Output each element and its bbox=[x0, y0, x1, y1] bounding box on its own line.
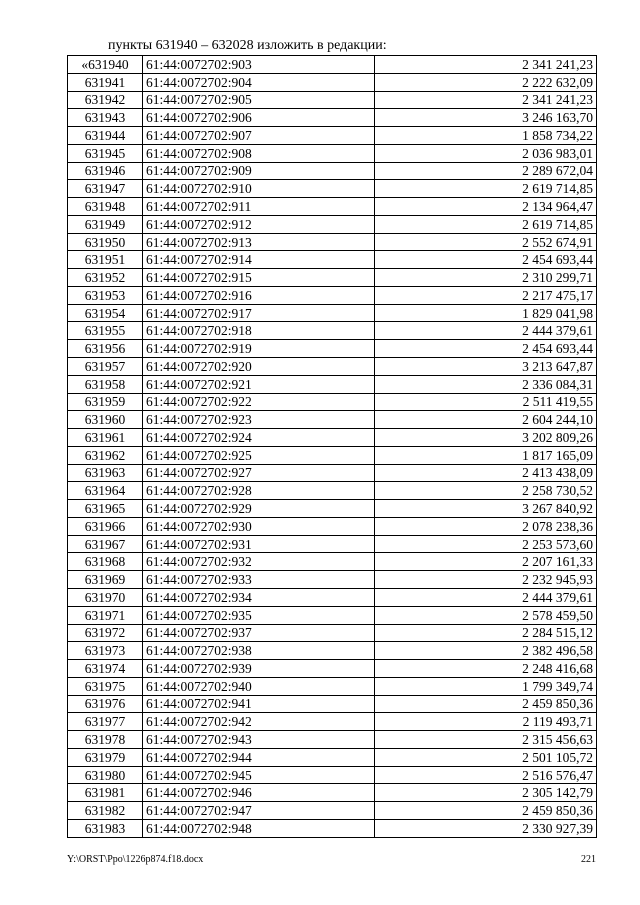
table-row bbox=[68, 375, 597, 393]
item-number-cell: 631964 bbox=[68, 482, 143, 500]
cadastral-value-cell: 2 341 241,23 bbox=[375, 91, 597, 109]
table-row bbox=[68, 411, 597, 429]
cadastral-value-cell: 2 289 672,04 bbox=[375, 162, 597, 180]
cadastral-value-cell: 2 253 573,60 bbox=[375, 535, 597, 553]
table-row bbox=[68, 127, 597, 145]
table-row bbox=[68, 198, 597, 216]
item-number-cell: «631940 bbox=[68, 56, 143, 74]
item-number-cell: 631954 bbox=[68, 304, 143, 322]
item-number-cell: 631948 bbox=[68, 198, 143, 216]
table-row bbox=[68, 393, 597, 411]
item-number-cell: 631944 bbox=[68, 127, 143, 145]
item-number-cell: 631983 bbox=[68, 819, 143, 837]
table-row bbox=[68, 429, 597, 447]
table-row bbox=[68, 535, 597, 553]
cadastral-table bbox=[67, 55, 597, 838]
item-number-cell: 631971 bbox=[68, 606, 143, 624]
item-number-cell: 631978 bbox=[68, 731, 143, 749]
cadastral-number-cell: 61:44:0072702:941 bbox=[143, 695, 375, 713]
table-row bbox=[68, 748, 597, 766]
item-number-cell: 631974 bbox=[68, 660, 143, 678]
table-row bbox=[68, 695, 597, 713]
item-number-cell: 631972 bbox=[68, 624, 143, 642]
item-number-cell: 631956 bbox=[68, 340, 143, 358]
cadastral-number-cell: 61:44:0072702:928 bbox=[143, 482, 375, 500]
cadastral-number-cell: 61:44:0072702:903 bbox=[143, 56, 375, 74]
cadastral-value-cell: 2 501 105,72 bbox=[375, 748, 597, 766]
table-row bbox=[68, 624, 597, 642]
item-number-cell: 631950 bbox=[68, 233, 143, 251]
table-row bbox=[68, 162, 597, 180]
cadastral-number-cell: 61:44:0072702:911 bbox=[143, 198, 375, 216]
cadastral-value-cell: 2 341 241,23 bbox=[375, 56, 597, 74]
cadastral-number-cell: 61:44:0072702:905 bbox=[143, 91, 375, 109]
cadastral-value-cell: 2 305 142,79 bbox=[375, 784, 597, 802]
item-number-cell: 631960 bbox=[68, 411, 143, 429]
item-number-cell: 631947 bbox=[68, 180, 143, 198]
cadastral-number-cell: 61:44:0072702:947 bbox=[143, 802, 375, 820]
item-number-cell: 631951 bbox=[68, 251, 143, 269]
cadastral-value-cell: 2 330 927,39 bbox=[375, 819, 597, 837]
item-number-cell: 631969 bbox=[68, 571, 143, 589]
cadastral-value-cell: 1 799 349,74 bbox=[375, 677, 597, 695]
cadastral-value-cell: 2 444 379,61 bbox=[375, 588, 597, 606]
page-number: 221 bbox=[581, 854, 596, 865]
cadastral-value-cell: 2 207 161,33 bbox=[375, 553, 597, 571]
table-row bbox=[68, 109, 597, 127]
table-row bbox=[68, 251, 597, 269]
cadastral-number-cell: 61:44:0072702:932 bbox=[143, 553, 375, 571]
item-number-cell: 631959 bbox=[68, 393, 143, 411]
table-row bbox=[68, 269, 597, 287]
cadastral-value-cell: 3 202 809,26 bbox=[375, 429, 597, 447]
table-row bbox=[68, 677, 597, 695]
item-number-cell: 631945 bbox=[68, 144, 143, 162]
cadastral-value-cell: 2 382 496,58 bbox=[375, 642, 597, 660]
table-row bbox=[68, 446, 597, 464]
table-row bbox=[68, 482, 597, 500]
cadastral-value-cell: 2 119 493,71 bbox=[375, 713, 597, 731]
table-row bbox=[68, 144, 597, 162]
table-row bbox=[68, 56, 597, 74]
cadastral-value-cell: 2 217 475,17 bbox=[375, 286, 597, 304]
footer-file-path: Y:\ORST\Ppo\1226p874.f18.docx bbox=[67, 854, 204, 865]
cadastral-number-cell: 61:44:0072702:929 bbox=[143, 500, 375, 518]
table-row bbox=[68, 553, 597, 571]
item-number-cell: 631981 bbox=[68, 784, 143, 802]
cadastral-number-cell: 61:44:0072702:924 bbox=[143, 429, 375, 447]
item-number-cell: 631980 bbox=[68, 766, 143, 784]
item-number-cell: 631982 bbox=[68, 802, 143, 820]
table-row bbox=[68, 340, 597, 358]
cadastral-value-cell: 2 459 850,36 bbox=[375, 695, 597, 713]
item-number-cell: 631943 bbox=[68, 109, 143, 127]
intro-text: пункты 631940 – 632028 изложить в редакции: bbox=[108, 38, 387, 53]
cadastral-number-cell: 61:44:0072702:908 bbox=[143, 144, 375, 162]
item-number-cell: 631962 bbox=[68, 446, 143, 464]
item-number-cell: 631961 bbox=[68, 429, 143, 447]
cadastral-number-cell: 61:44:0072702:915 bbox=[143, 269, 375, 287]
cadastral-number-cell: 61:44:0072702:916 bbox=[143, 286, 375, 304]
table-row bbox=[68, 642, 597, 660]
cadastral-number-cell: 61:44:0072702:948 bbox=[143, 819, 375, 837]
cadastral-number-cell: 61:44:0072702:912 bbox=[143, 215, 375, 233]
cadastral-number-cell: 61:44:0072702:930 bbox=[143, 517, 375, 535]
cadastral-value-cell: 2 454 693,44 bbox=[375, 251, 597, 269]
cadastral-value-cell: 2 336 084,31 bbox=[375, 375, 597, 393]
cadastral-number-cell: 61:44:0072702:944 bbox=[143, 748, 375, 766]
item-number-cell: 631949 bbox=[68, 215, 143, 233]
cadastral-value-cell: 2 315 456,63 bbox=[375, 731, 597, 749]
cadastral-number-cell: 61:44:0072702:945 bbox=[143, 766, 375, 784]
cadastral-number-cell: 61:44:0072702:940 bbox=[143, 677, 375, 695]
cadastral-number-cell: 61:44:0072702:920 bbox=[143, 358, 375, 376]
cadastral-value-cell: 2 511 419,55 bbox=[375, 393, 597, 411]
cadastral-value-cell: 2 552 674,91 bbox=[375, 233, 597, 251]
cadastral-number-cell: 61:44:0072702:909 bbox=[143, 162, 375, 180]
table-row bbox=[68, 180, 597, 198]
table-row bbox=[68, 358, 597, 376]
cadastral-number-cell: 61:44:0072702:942 bbox=[143, 713, 375, 731]
table-body bbox=[68, 56, 597, 838]
cadastral-number-cell: 61:44:0072702:922 bbox=[143, 393, 375, 411]
table-row bbox=[68, 571, 597, 589]
table-row bbox=[68, 464, 597, 482]
cadastral-value-cell: 3 213 647,87 bbox=[375, 358, 597, 376]
item-number-cell: 631976 bbox=[68, 695, 143, 713]
cadastral-value-cell: 2 222 632,09 bbox=[375, 73, 597, 91]
item-number-cell: 631966 bbox=[68, 517, 143, 535]
cadastral-value-cell: 2 516 576,47 bbox=[375, 766, 597, 784]
cadastral-value-cell: 2 284 515,12 bbox=[375, 624, 597, 642]
table-row bbox=[68, 660, 597, 678]
cadastral-number-cell: 61:44:0072702:913 bbox=[143, 233, 375, 251]
cadastral-number-cell: 61:44:0072702:907 bbox=[143, 127, 375, 145]
item-number-cell: 631977 bbox=[68, 713, 143, 731]
item-number-cell: 631963 bbox=[68, 464, 143, 482]
item-number-cell: 631965 bbox=[68, 500, 143, 518]
table-row bbox=[68, 588, 597, 606]
table-row bbox=[68, 802, 597, 820]
cadastral-value-cell: 2 078 238,36 bbox=[375, 517, 597, 535]
table-row bbox=[68, 500, 597, 518]
table-row bbox=[68, 215, 597, 233]
table-row bbox=[68, 731, 597, 749]
table-row bbox=[68, 286, 597, 304]
item-number-cell: 631967 bbox=[68, 535, 143, 553]
cadastral-number-cell: 61:44:0072702:933 bbox=[143, 571, 375, 589]
cadastral-value-cell: 2 619 714,85 bbox=[375, 215, 597, 233]
item-number-cell: 631958 bbox=[68, 375, 143, 393]
item-number-cell: 631979 bbox=[68, 748, 143, 766]
item-number-cell: 631955 bbox=[68, 322, 143, 340]
table-row bbox=[68, 766, 597, 784]
cadastral-value-cell: 1 858 734,22 bbox=[375, 127, 597, 145]
cadastral-number-cell: 61:44:0072702:904 bbox=[143, 73, 375, 91]
table-row bbox=[68, 73, 597, 91]
cadastral-value-cell: 2 459 850,36 bbox=[375, 802, 597, 820]
cadastral-value-cell: 2 578 459,50 bbox=[375, 606, 597, 624]
cadastral-number-cell: 61:44:0072702:938 bbox=[143, 642, 375, 660]
cadastral-value-cell: 2 134 964,47 bbox=[375, 198, 597, 216]
cadastral-number-cell: 61:44:0072702:927 bbox=[143, 464, 375, 482]
cadastral-value-cell: 2 232 945,93 bbox=[375, 571, 597, 589]
item-number-cell: 631941 bbox=[68, 73, 143, 91]
cadastral-value-cell: 2 036 983,01 bbox=[375, 144, 597, 162]
cadastral-value-cell: 2 604 244,10 bbox=[375, 411, 597, 429]
cadastral-value-cell: 2 413 438,09 bbox=[375, 464, 597, 482]
item-number-cell: 631952 bbox=[68, 269, 143, 287]
cadastral-number-cell: 61:44:0072702:918 bbox=[143, 322, 375, 340]
cadastral-number-cell: 61:44:0072702:925 bbox=[143, 446, 375, 464]
table-row bbox=[68, 233, 597, 251]
cadastral-number-cell: 61:44:0072702:931 bbox=[143, 535, 375, 553]
table-row bbox=[68, 606, 597, 624]
cadastral-value-cell: 2 619 714,85 bbox=[375, 180, 597, 198]
cadastral-number-cell: 61:44:0072702:906 bbox=[143, 109, 375, 127]
table-row bbox=[68, 304, 597, 322]
table-row bbox=[68, 819, 597, 837]
cadastral-number-cell: 61:44:0072702:919 bbox=[143, 340, 375, 358]
cadastral-value-cell: 1 817 165,09 bbox=[375, 446, 597, 464]
item-number-cell: 631953 bbox=[68, 286, 143, 304]
cadastral-number-cell: 61:44:0072702:914 bbox=[143, 251, 375, 269]
cadastral-value-cell: 3 246 163,70 bbox=[375, 109, 597, 127]
item-number-cell: 631942 bbox=[68, 91, 143, 109]
item-number-cell: 631970 bbox=[68, 588, 143, 606]
item-number-cell: 631957 bbox=[68, 358, 143, 376]
table-row bbox=[68, 784, 597, 802]
cadastral-value-cell: 2 444 379,61 bbox=[375, 322, 597, 340]
item-number-cell: 631973 bbox=[68, 642, 143, 660]
cadastral-number-cell: 61:44:0072702:921 bbox=[143, 375, 375, 393]
cadastral-number-cell: 61:44:0072702:939 bbox=[143, 660, 375, 678]
cadastral-number-cell: 61:44:0072702:934 bbox=[143, 588, 375, 606]
table-row bbox=[68, 713, 597, 731]
cadastral-value-cell: 2 248 416,68 bbox=[375, 660, 597, 678]
cadastral-number-cell: 61:44:0072702:937 bbox=[143, 624, 375, 642]
cadastral-number-cell: 61:44:0072702:943 bbox=[143, 731, 375, 749]
cadastral-number-cell: 61:44:0072702:923 bbox=[143, 411, 375, 429]
cadastral-number-cell: 61:44:0072702:935 bbox=[143, 606, 375, 624]
cadastral-number-cell: 61:44:0072702:946 bbox=[143, 784, 375, 802]
item-number-cell: 631975 bbox=[68, 677, 143, 695]
table-row bbox=[68, 91, 597, 109]
cadastral-value-cell: 2 310 299,71 bbox=[375, 269, 597, 287]
table-row bbox=[68, 322, 597, 340]
cadastral-value-cell: 2 454 693,44 bbox=[375, 340, 597, 358]
cadastral-value-cell: 3 267 840,92 bbox=[375, 500, 597, 518]
item-number-cell: 631968 bbox=[68, 553, 143, 571]
cadastral-value-cell: 1 829 041,98 bbox=[375, 304, 597, 322]
cadastral-value-cell: 2 258 730,52 bbox=[375, 482, 597, 500]
cadastral-number-cell: 61:44:0072702:917 bbox=[143, 304, 375, 322]
cadastral-number-cell: 61:44:0072702:910 bbox=[143, 180, 375, 198]
table-row bbox=[68, 517, 597, 535]
item-number-cell: 631946 bbox=[68, 162, 143, 180]
